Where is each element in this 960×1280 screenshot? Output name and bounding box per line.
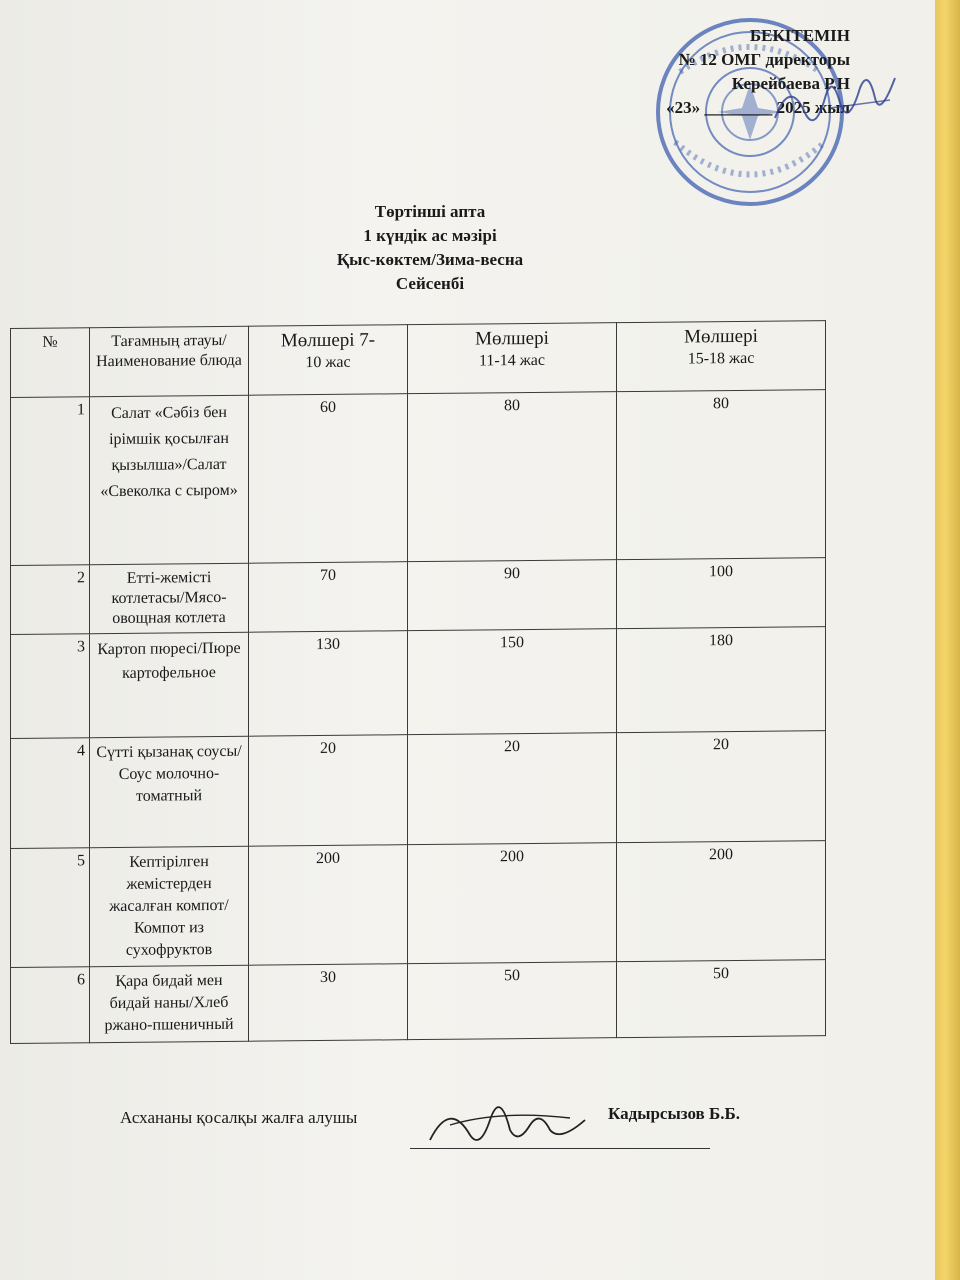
season-title: Қыс-көктем/Зима-весна xyxy=(336,250,524,269)
row-num: 3 xyxy=(11,634,90,739)
row-num: 1 xyxy=(11,397,90,566)
table-row xyxy=(11,558,826,635)
menu-title: 1 күндік ас мәзірі xyxy=(363,226,497,245)
menu-table xyxy=(10,320,826,1044)
portion-15-18: 200 xyxy=(617,841,826,962)
portion-7-10: 70 xyxy=(249,562,408,633)
header-portion-11-14: Мөлшері 11-14 жас xyxy=(408,323,617,394)
row-num: 6 xyxy=(11,967,90,1044)
portion-11-14: 150 xyxy=(408,629,617,735)
portion-15-18: 80 xyxy=(617,390,826,560)
approval-date: «23» ________ 2025 жыл xyxy=(666,98,850,117)
header-dish-name: Тағамның атауы/ Наименование блюда xyxy=(90,326,249,397)
approval-name: Керейбаева Р.Н xyxy=(731,74,850,93)
director-signature-icon xyxy=(770,58,900,138)
row-num: 4 xyxy=(11,738,90,849)
portion-11-14: 50 xyxy=(408,962,617,1040)
portion-11-14: 20 xyxy=(408,733,617,845)
table-row xyxy=(11,960,826,1044)
header-num: № xyxy=(11,328,90,398)
portion-15-18: 100 xyxy=(617,558,826,629)
header-portion-7-10: Мөлшері 7- 10 жас xyxy=(249,325,408,396)
portion-15-18: 50 xyxy=(617,960,826,1038)
header-portion-15-18: Мөлшері 15-18 жас xyxy=(617,321,826,392)
row-num: 2 xyxy=(11,565,90,635)
portion-7-10: 30 xyxy=(249,964,408,1042)
tenant-role: Асхананы қосалқы жалға алушы xyxy=(120,1108,358,1127)
portion-11-14: 200 xyxy=(408,843,617,964)
tenant-name: Кадырсызов Б.Б. xyxy=(608,1104,740,1123)
row-num: 5 xyxy=(11,848,90,968)
portion-7-10: 130 xyxy=(249,631,408,737)
portion-7-10: 20 xyxy=(249,735,408,847)
table-header-row xyxy=(11,321,826,398)
folder-edge xyxy=(935,0,960,1280)
table-row xyxy=(11,731,826,849)
approval-heading: БЕКІТЕМІН xyxy=(749,26,850,45)
dish-name: Салат «Сәбіз бен ірімшік қосылған қызылша»/Салат «Свеколка с сыром» xyxy=(90,395,249,565)
dish-name: Картоп пюресі/Пюре картофельное xyxy=(90,632,249,738)
day-title: Сейсенбі xyxy=(395,274,465,293)
dish-name: Сүтті қызанақ соусы/Соус молочно-томатный xyxy=(90,736,249,848)
portion-7-10: 200 xyxy=(249,845,408,966)
portion-15-18: 20 xyxy=(617,731,826,843)
table-row xyxy=(11,390,826,566)
table-row xyxy=(11,841,826,968)
approval-position: № 12 ОМГ директоры xyxy=(678,50,850,69)
tenant-signature-icon xyxy=(410,1080,600,1160)
portion-11-14: 80 xyxy=(408,392,617,562)
dish-name: Кептірілген жемістерден жасалған компот/Компот из сухофруктов xyxy=(90,846,249,967)
portion-15-18: 180 xyxy=(617,627,826,733)
dish-name: Етті-жемісті котлетасы/Мясо-овощная котлета xyxy=(90,563,249,634)
menu-titles xyxy=(250,200,610,296)
table-row xyxy=(11,627,826,739)
portion-7-10: 60 xyxy=(249,394,408,564)
dish-name: Қара бидай мен бидай наны/Хлеб ржано-пшеничный xyxy=(90,965,249,1043)
week-title: Төртінші апта xyxy=(374,202,486,221)
portion-11-14: 90 xyxy=(408,560,617,631)
